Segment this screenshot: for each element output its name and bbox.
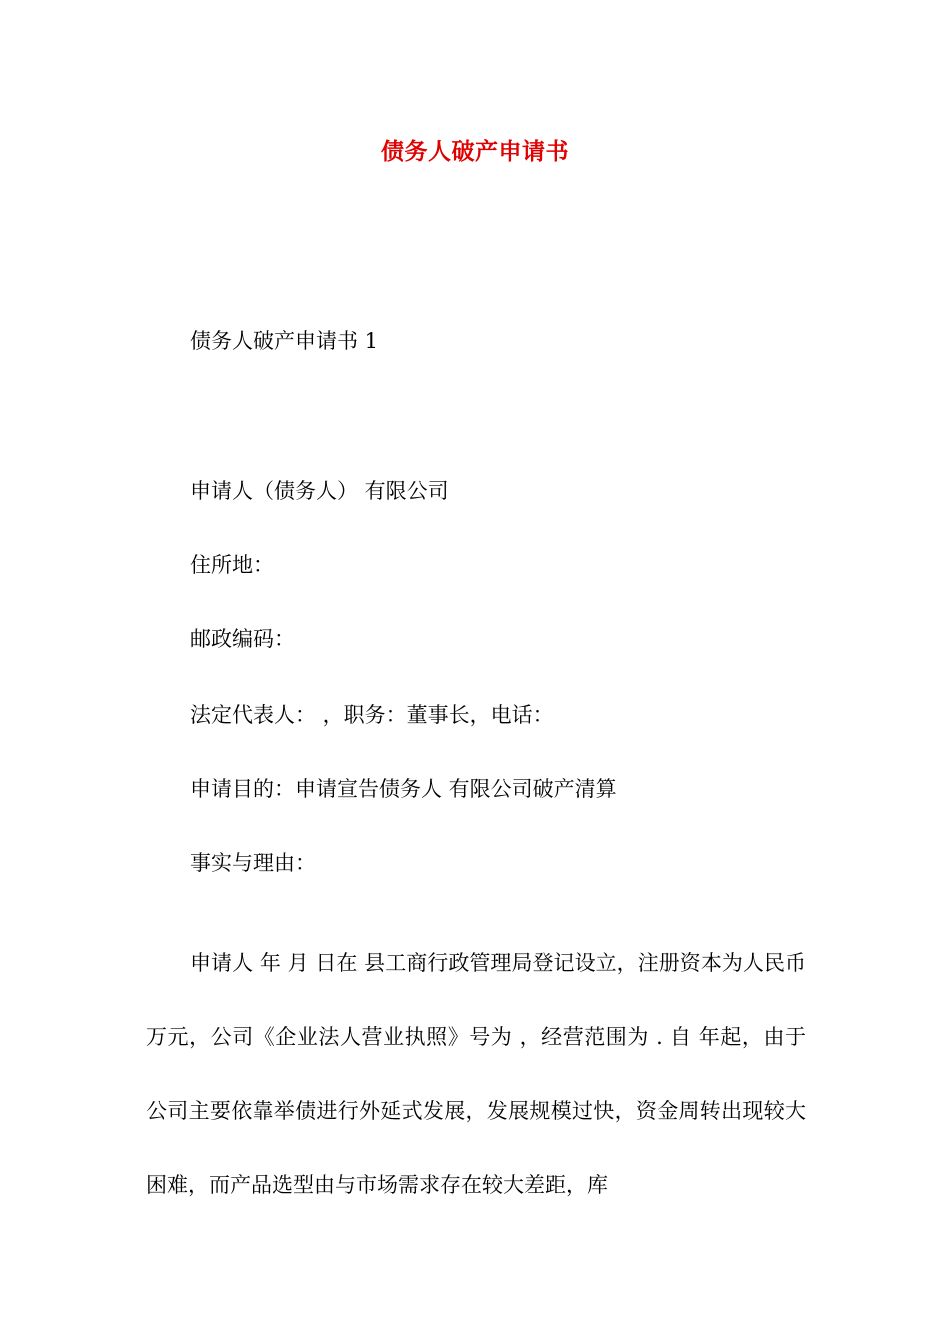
application-purpose-line: 申请目的：申请宣告债务人 有限公司破产清算 (190, 777, 617, 801)
section-heading: 债务人破产申请书 1 (190, 329, 379, 353)
legal-representative-line: 法定代表人： ，职务：董事长，电话： (190, 703, 554, 727)
facts-paragraph: 申请人 年 月 日在 县工商行政管理局登记设立，注册资本为人民币 万元，公司《企业法人营业执照》号为 ，经营范围为 . 自 年起，由于公司主要依靠举债进行外延式发展，发展规模过快，资金周转出现较大困难，而产品选型由与市场需求存在较大差距，库 (146, 951, 806, 1197)
facts-and-reasons-label: 事实与理由： (190, 851, 316, 875)
document-title: 债务人破产申请书 (381, 138, 569, 165)
address-line: 住所地： (190, 553, 274, 577)
applicant-line: 申请人（债务人） 有限公司 (190, 479, 449, 503)
postal-code-line: 邮政编码： (190, 627, 295, 651)
